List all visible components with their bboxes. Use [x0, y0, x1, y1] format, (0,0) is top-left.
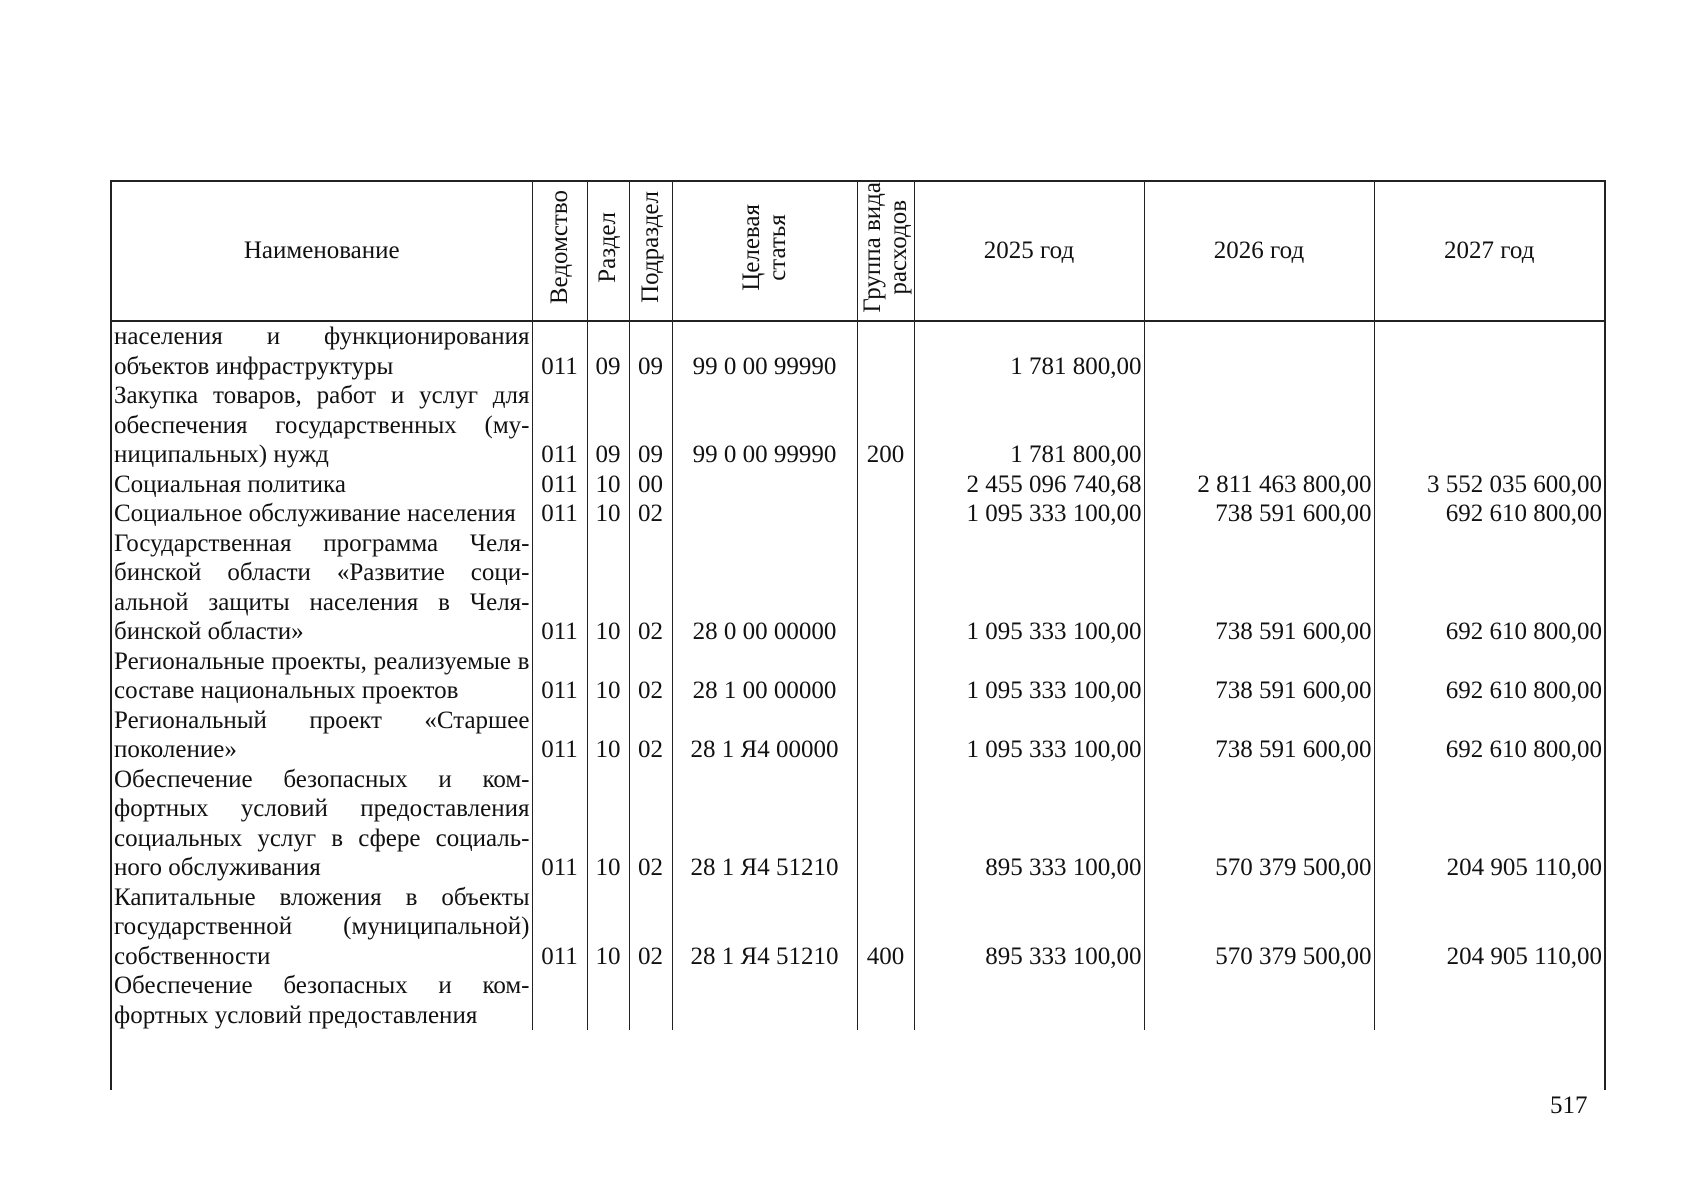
row-gruppa: [857, 499, 914, 529]
row-name: Закупка товаров, работ и услуг для обеспечения государственных (муниципальных) нужд: [112, 381, 532, 470]
row-vedomstvo: 011: [532, 883, 587, 972]
row-razdel: [587, 971, 629, 1030]
row-amount-2026: 2 811 463 800,00: [1144, 470, 1374, 500]
table-row: [112, 321, 1604, 381]
row-name: населения и функционирования объектов инфраструктуры: [112, 321, 532, 381]
row-amount-2025: 1 095 333 100,00: [914, 529, 1144, 647]
row-razdel: 10: [587, 765, 629, 883]
row-vedomstvo: 011: [532, 647, 587, 706]
row-celevaya-statya: 28 1 Я4 51210: [672, 765, 857, 883]
table-row: [112, 470, 1604, 500]
row-razdel: 10: [587, 883, 629, 972]
row-razdel: 10: [587, 470, 629, 500]
header-podrazdel: [629, 182, 672, 321]
row-name: Социальное обслуживание населения: [112, 499, 532, 529]
row-amount-2025: 895 333 100,00: [914, 883, 1144, 972]
row-gruppa: [857, 529, 914, 647]
row-podrazdel: 09: [629, 321, 672, 381]
row-vedomstvo: 011: [532, 381, 587, 470]
header-razdel: [587, 182, 629, 321]
row-celevaya-statya: 28 1 Я4 00000: [672, 706, 857, 765]
header-celevaya-statya-label: Целевая статья: [737, 203, 791, 291]
table-row: [112, 765, 1604, 883]
row-name: Социальная политика: [112, 470, 532, 500]
row-amount-2027: 692 610 800,00: [1445, 618, 1602, 646]
row-name: Обеспечение безопасных и комфортных условий предоставления социальных услуг в сфере социального обслуживания: [112, 765, 532, 883]
row-podrazdel: 02: [629, 706, 672, 765]
table-row: [112, 529, 1604, 647]
row-amount-2027: 692 610 800,00: [1445, 500, 1602, 528]
row-amount-2026: [1144, 321, 1374, 381]
row-amount-2025: 895 333 100,00: [914, 765, 1144, 883]
row-razdel: 10: [587, 706, 629, 765]
row-vedomstvo: 011: [532, 321, 587, 381]
table-row: [112, 499, 1604, 529]
row-razdel: 10: [587, 647, 629, 706]
row-amount-2026: 738 591 600,00: [1144, 499, 1374, 529]
budget-table: [112, 182, 1604, 1030]
row-podrazdel: 02: [629, 647, 672, 706]
row-amount-2026: 738 591 600,00: [1144, 706, 1374, 765]
row-vedomstvo: 011: [532, 765, 587, 883]
row-amount-2026: 738 591 600,00: [1144, 647, 1374, 706]
row-razdel: 10: [587, 529, 629, 647]
row-amount-2025: 1 781 800,00: [914, 381, 1144, 470]
row-name: Капитальные вложения в объекты государственной (муниципальной) собственности: [112, 883, 532, 972]
row-amount-2025: [914, 971, 1144, 1030]
row-celevaya-statya: [672, 499, 857, 529]
row-podrazdel: 09: [629, 381, 672, 470]
row-gruppa: [857, 470, 914, 500]
row-podrazdel: 02: [629, 529, 672, 647]
row-amount-2025: 1 095 333 100,00: [914, 499, 1144, 529]
row-amount-2027: 692 610 800,00: [1445, 736, 1602, 764]
row-celevaya-statya: 28 0 00 00000: [672, 529, 857, 647]
header-year-2025: 2025 год: [914, 182, 1144, 321]
header-gruppa-vida-rashodov-label: Группа вида расходов: [858, 182, 912, 313]
header-vedomstvo-label: Ведомство: [545, 190, 573, 305]
row-amount-2025: 1 095 333 100,00: [914, 706, 1144, 765]
row-amount-2027: 692 610 800,00: [1445, 677, 1602, 705]
header-name: Наименование: [112, 182, 532, 321]
page-number: 517: [1550, 1092, 1588, 1119]
row-podrazdel: [629, 971, 672, 1030]
row-amount-2026: 570 379 500,00: [1144, 765, 1374, 883]
row-amount-2026: 570 379 500,00: [1144, 883, 1374, 972]
table-row: [112, 381, 1604, 470]
row-celevaya-statya: 99 0 00 99990: [672, 381, 857, 470]
header-year-2026: 2026 год: [1144, 182, 1374, 321]
row-amount-2025: 2 455 096 740,68: [914, 470, 1144, 500]
row-gruppa: [857, 647, 914, 706]
row-amount-2027: [1374, 321, 1604, 381]
row-celevaya-statya: [672, 470, 857, 500]
row-gruppa: 400: [857, 883, 914, 972]
row-celevaya-statya: 28 1 Я4 51210: [672, 883, 857, 972]
header-podrazdel-label: Подраздел: [636, 191, 664, 304]
row-gruppa: [857, 321, 914, 381]
row-amount-2026: [1144, 381, 1374, 470]
row-vedomstvo: 011: [532, 529, 587, 647]
row-gruppa: [857, 706, 914, 765]
row-amount-2025: 1 781 800,00: [914, 321, 1144, 381]
row-celevaya-statya: 99 0 00 99990: [672, 321, 857, 381]
row-razdel: 09: [587, 381, 629, 470]
row-podrazdel: 02: [629, 499, 672, 529]
row-name: Региональный проект «Старшее поколение»: [112, 706, 532, 765]
row-amount-2027: 204 905 110,00: [1446, 942, 1602, 970]
row-gruppa: [857, 765, 914, 883]
row-amount-2027: 3 552 035 600,00: [1427, 470, 1602, 498]
row-vedomstvo: [532, 971, 587, 1030]
row-gruppa: [857, 971, 914, 1030]
row-celevaya-statya: 28 1 00 00000: [672, 647, 857, 706]
header-gruppa-vida-rashodov: [857, 182, 914, 321]
row-name: Государственная программа Челябинской области «Развитие социальной защиты населения в Челябинской области»: [112, 529, 532, 647]
row-podrazdel: 02: [629, 765, 672, 883]
row-amount-2026: 738 591 600,00: [1144, 529, 1374, 647]
row-vedomstvo: 011: [532, 499, 587, 529]
row-celevaya-statya: [672, 971, 857, 1030]
row-amount-2027: 204 905 110,00: [1446, 854, 1602, 882]
table-row: [112, 883, 1604, 972]
header-razdel-label: Раздел: [594, 211, 621, 283]
row-podrazdel: 00: [629, 470, 672, 500]
table-row: [112, 971, 1604, 1030]
header-year-2027: 2027 год: [1374, 182, 1604, 321]
header-vedomstvo: [532, 182, 587, 321]
row-gruppa: 200: [857, 381, 914, 470]
row-amount-2025: 1 095 333 100,00: [914, 647, 1144, 706]
table-header: [112, 182, 1604, 321]
row-amount-2027: [1374, 971, 1604, 1030]
row-vedomstvo: 011: [532, 706, 587, 765]
row-name: Обеспечение безопасных и комфортных условий предоставления: [112, 971, 532, 1030]
row-razdel: 10: [587, 499, 629, 529]
row-name: Региональные проекты, реализуемые в составе национальных проектов: [112, 647, 532, 706]
table-row: [112, 706, 1604, 765]
row-razdel: 09: [587, 321, 629, 381]
row-podrazdel: 02: [629, 883, 672, 972]
budget-table-frame: [110, 180, 1606, 1090]
table-row: [112, 647, 1604, 706]
row-vedomstvo: 011: [532, 470, 587, 500]
row-amount-2027: [1374, 381, 1604, 470]
row-amount-2026: [1144, 971, 1374, 1030]
table-body: [112, 321, 1604, 1030]
header-celevaya-statya: [672, 182, 857, 321]
